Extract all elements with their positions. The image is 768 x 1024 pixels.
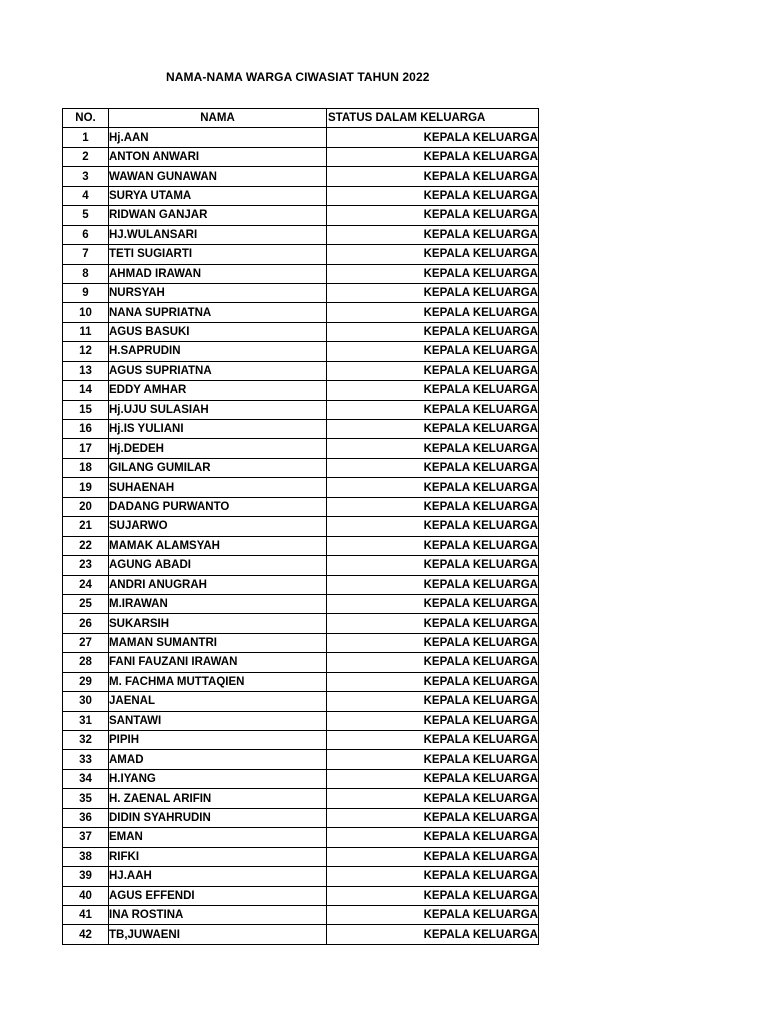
table-row [63,478,539,497]
row-status: KEPALA KELUARGA [327,400,539,419]
row-name: DADANG PURWANTO [109,497,327,516]
table-row [63,692,539,711]
row-status: KEPALA KELUARGA [327,925,539,944]
table-row [63,633,539,652]
row-number: 23 [63,556,109,575]
table-row [63,322,539,341]
row-number: 40 [63,886,109,905]
row-name: H.IYANG [109,769,327,788]
row-number: 27 [63,633,109,652]
row-number: 41 [63,905,109,924]
table-row [63,225,539,244]
row-name: SUKARSIH [109,614,327,633]
row-name: AMAD [109,750,327,769]
row-name: NANA SUPRIATNA [109,303,327,322]
table-row [63,614,539,633]
row-status: KEPALA KELUARGA [327,517,539,536]
row-name: AGUS SUPRIATNA [109,361,327,380]
row-status: KEPALA KELUARGA [327,789,539,808]
table-row [63,789,539,808]
row-status: KEPALA KELUARGA [327,556,539,575]
row-number: 4 [63,186,109,205]
table-row [63,167,539,186]
table-row [63,361,539,380]
row-number: 18 [63,458,109,477]
row-status: KEPALA KELUARGA [327,439,539,458]
row-name: HJ.WULANSARI [109,225,327,244]
row-status: KEPALA KELUARGA [327,478,539,497]
row-name: EMAN [109,828,327,847]
table-row [63,886,539,905]
row-status: KEPALA KELUARGA [327,750,539,769]
row-name: ANTON ANWARI [109,147,327,166]
row-name: MAMAN SUMANTRI [109,633,327,652]
row-number: 13 [63,361,109,380]
row-name: MAMAK ALAMSYAH [109,536,327,555]
row-status: KEPALA KELUARGA [327,206,539,225]
row-number: 10 [63,303,109,322]
row-status: KEPALA KELUARGA [327,458,539,477]
row-status: KEPALA KELUARGA [327,653,539,672]
row-status: KEPALA KELUARGA [327,692,539,711]
row-number: 3 [63,167,109,186]
row-number: 37 [63,828,109,847]
row-number: 28 [63,653,109,672]
row-status: KEPALA KELUARGA [327,575,539,594]
table-row [63,653,539,672]
row-name: SUHAENAH [109,478,327,497]
row-status: KEPALA KELUARGA [327,381,539,400]
row-number: 16 [63,420,109,439]
row-number: 14 [63,381,109,400]
row-status: KEPALA KELUARGA [327,147,539,166]
row-name: HJ.AAH [109,867,327,886]
table-body [63,128,539,944]
row-number: 42 [63,925,109,944]
row-status: KEPALA KELUARGA [327,361,539,380]
row-number: 7 [63,245,109,264]
row-status: KEPALA KELUARGA [327,672,539,691]
table-row [63,517,539,536]
row-number: 30 [63,692,109,711]
row-name: INA ROSTINA [109,905,327,924]
row-name: Hj.UJU SULASIAH [109,400,327,419]
row-name: TB,JUWAENI [109,925,327,944]
table-header-row [63,109,539,128]
row-status: KEPALA KELUARGA [327,167,539,186]
row-number: 29 [63,672,109,691]
row-name: M.IRAWAN [109,594,327,613]
row-name: FANI FAUZANI IRAWAN [109,653,327,672]
row-number: 19 [63,478,109,497]
table-row [63,439,539,458]
table-row [63,905,539,924]
row-number: 32 [63,731,109,750]
header-status: STATUS DALAM KELUARGA [327,109,539,128]
table-row [63,458,539,477]
header-no: NO. [63,109,109,128]
row-name: AGUS BASUKI [109,322,327,341]
table-row [63,769,539,788]
row-name: Hj.DEDEH [109,439,327,458]
row-status: KEPALA KELUARGA [327,594,539,613]
table-row [63,381,539,400]
row-number: 25 [63,594,109,613]
row-status: KEPALA KELUARGA [327,711,539,730]
row-status: KEPALA KELUARGA [327,225,539,244]
row-name: TETI SUGIARTI [109,245,327,264]
row-status: KEPALA KELUARGA [327,828,539,847]
row-name: ANDRI ANUGRAH [109,575,327,594]
header-name: NAMA [109,109,327,128]
row-status: KEPALA KELUARGA [327,420,539,439]
row-status: KEPALA KELUARGA [327,808,539,827]
row-name: SUJARWO [109,517,327,536]
row-number: 33 [63,750,109,769]
row-number: 9 [63,283,109,302]
table-row [63,497,539,516]
table-row [63,556,539,575]
row-status: KEPALA KELUARGA [327,886,539,905]
row-number: 21 [63,517,109,536]
table-row [63,303,539,322]
row-status: KEPALA KELUARGA [327,342,539,361]
row-status: KEPALA KELUARGA [327,128,539,147]
row-number: 11 [63,322,109,341]
row-number: 34 [63,769,109,788]
row-number: 39 [63,867,109,886]
table-row [63,420,539,439]
resident-table [62,108,539,945]
row-name: NURSYAH [109,283,327,302]
table-row [63,245,539,264]
row-status: KEPALA KELUARGA [327,536,539,555]
table-row [63,594,539,613]
row-status: KEPALA KELUARGA [327,303,539,322]
table-row [63,711,539,730]
row-number: 38 [63,847,109,866]
row-number: 6 [63,225,109,244]
row-number: 24 [63,575,109,594]
row-name: JAENAL [109,692,327,711]
document-title: NAMA-NAMA WARGA CIWASIAT TAHUN 2022 [166,70,430,84]
row-status: KEPALA KELUARGA [327,614,539,633]
row-name: DIDIN SYAHRUDIN [109,808,327,827]
table-row [63,828,539,847]
row-status: KEPALA KELUARGA [327,905,539,924]
row-status: KEPALA KELUARGA [327,186,539,205]
table-row [63,731,539,750]
row-number: 15 [63,400,109,419]
table-row [63,186,539,205]
row-name: GILANG GUMILAR [109,458,327,477]
table-row [63,847,539,866]
table-row [63,342,539,361]
row-number: 2 [63,147,109,166]
row-status: KEPALA KELUARGA [327,633,539,652]
row-status: KEPALA KELUARGA [327,867,539,886]
row-name: EDDY AMHAR [109,381,327,400]
row-status: KEPALA KELUARGA [327,731,539,750]
row-name: AGUS EFFENDI [109,886,327,905]
row-name: AHMAD IRAWAN [109,264,327,283]
row-name: RIDWAN GANJAR [109,206,327,225]
row-name: RIFKI [109,847,327,866]
table-row [63,575,539,594]
row-name: AGUNG ABADI [109,556,327,575]
table-row [63,808,539,827]
row-number: 35 [63,789,109,808]
row-number: 20 [63,497,109,516]
row-status: KEPALA KELUARGA [327,847,539,866]
table-row [63,206,539,225]
table-row [63,283,539,302]
table-row [63,672,539,691]
table-row [63,536,539,555]
row-status: KEPALA KELUARGA [327,264,539,283]
row-status: KEPALA KELUARGA [327,245,539,264]
row-name: SURYA UTAMA [109,186,327,205]
table-row [63,147,539,166]
table-row [63,750,539,769]
row-number: 1 [63,128,109,147]
row-number: 26 [63,614,109,633]
row-name: H. ZAENAL ARIFIN [109,789,327,808]
row-status: KEPALA KELUARGA [327,322,539,341]
row-number: 36 [63,808,109,827]
row-number: 31 [63,711,109,730]
row-number: 12 [63,342,109,361]
table-row [63,400,539,419]
row-name: Hj.AAN [109,128,327,147]
row-number: 8 [63,264,109,283]
row-number: 22 [63,536,109,555]
row-name: SANTAWI [109,711,327,730]
row-status: KEPALA KELUARGA [327,283,539,302]
row-name: Hj.IS YULIANI [109,420,327,439]
row-number: 5 [63,206,109,225]
table-row [63,128,539,147]
table-row [63,264,539,283]
row-number: 17 [63,439,109,458]
table-row [63,867,539,886]
row-status: KEPALA KELUARGA [327,497,539,516]
row-name: PIPIH [109,731,327,750]
row-status: KEPALA KELUARGA [327,769,539,788]
row-name: M. FACHMA MUTTAQIEN [109,672,327,691]
row-name: WAWAN GUNAWAN [109,167,327,186]
table-row [63,925,539,944]
row-name: H.SAPRUDIN [109,342,327,361]
